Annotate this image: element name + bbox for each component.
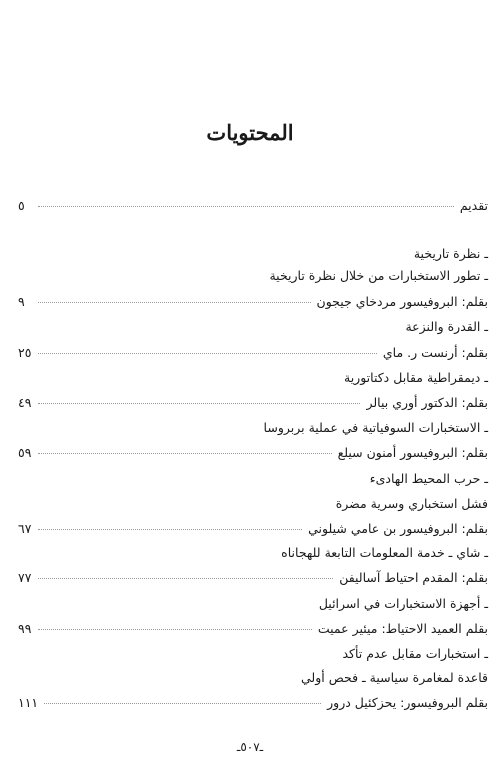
toc-entry-text: ـ تطور الاستخبارات من خلال نظرة تاريخية [269, 268, 488, 283]
toc-page-number: ٤٩ [18, 395, 32, 410]
page-number-footer: ـ٥٠٧ـ [236, 740, 264, 754]
dot-leader [38, 578, 333, 579]
toc-page-number: ٩٩ [18, 621, 32, 636]
toc-entry [18, 345, 488, 367]
toc-entry-text: ـ أجهزة الاستخبارات في اسرائيل [318, 596, 488, 611]
toc-entry [18, 471, 488, 493]
toc-entry [18, 445, 488, 467]
toc-entry [18, 496, 488, 518]
toc-entry-text: ـ نظرة تاريخية [413, 246, 488, 261]
toc-entry-text: ـ استخبارات مقابل عدم تأكد [342, 646, 488, 661]
toc-entry [18, 695, 488, 717]
toc-entry [18, 294, 488, 316]
toc-entry-text: ـ ديمقراطية مقابل دكتاتورية [344, 370, 488, 385]
toc-page-number: ١١١ [18, 695, 39, 710]
dot-leader [38, 403, 360, 404]
toc-entry-text: قاعدة لمغامرة سياسية ـ فحص أولي [301, 670, 488, 685]
toc-page-number: ٧٧ [18, 570, 32, 585]
toc-entry-text: بقلم: البروفيسور مردخاي جيجون [316, 294, 488, 309]
toc-entry-text: ـ الاستخبارات السوفياتية في عملية بربروسا [263, 420, 488, 435]
toc-entry [18, 670, 488, 692]
toc-entry [18, 621, 488, 643]
toc-entry [18, 596, 488, 618]
toc-entry-text: تقديم [459, 198, 488, 213]
toc-entry-text: ـ شاي ـ خدمة المعلومات التابعة للهجاناه [281, 545, 488, 560]
toc-entry [18, 268, 488, 290]
dot-leader [38, 353, 377, 354]
toc-entry [18, 420, 488, 442]
toc-page-number: ٢٥ [18, 345, 32, 360]
toc-entry-text: بقلم: البروفيسور بن عامي شيلوني [308, 521, 488, 536]
toc-page-number: ٥٩ [18, 445, 32, 460]
toc-page-number: ٥ [18, 198, 25, 213]
toc-entry [18, 570, 488, 592]
toc-entry-text: بقلم: أرنست ر. ماي [382, 345, 488, 360]
toc-entry [18, 246, 488, 268]
toc-entry [18, 395, 488, 417]
toc-entry [18, 521, 488, 543]
toc-entry-text: بقلم: البروفيسور أمنون سيلع [337, 445, 488, 460]
toc-entry-text: ـ حرب المحيط الهادىء [369, 471, 488, 486]
toc-page-number: ٩ [18, 294, 25, 309]
dot-leader [38, 629, 312, 630]
toc-entry-text: بقلم البروفيسور: يحزكئيل درور [327, 695, 488, 710]
dot-leader [38, 206, 454, 207]
toc-entry [18, 319, 488, 341]
toc-entry-text: ـ القدرة والنزعة [405, 319, 488, 334]
toc-page-number: ٦٧ [18, 521, 32, 536]
toc-entry-text: بقلم: المقدم احتياط آساليفن [339, 570, 488, 585]
dot-leader [44, 703, 321, 704]
page-title: المحتويات [206, 120, 294, 145]
toc-entry-text: فشل استخباري وسرية مضرة [335, 496, 488, 511]
toc-entry-text: بقلم العميد الاحتياط: ميئير عميت [317, 621, 488, 636]
toc-entry [18, 545, 488, 567]
dot-leader [38, 302, 311, 303]
dot-leader [38, 453, 332, 454]
dot-leader [38, 529, 302, 530]
toc-entry [18, 646, 488, 668]
toc-entry [18, 198, 488, 220]
toc-entry [18, 370, 488, 392]
toc-entry-text: بقلم: الدكتور أوري بيالر [366, 395, 488, 410]
